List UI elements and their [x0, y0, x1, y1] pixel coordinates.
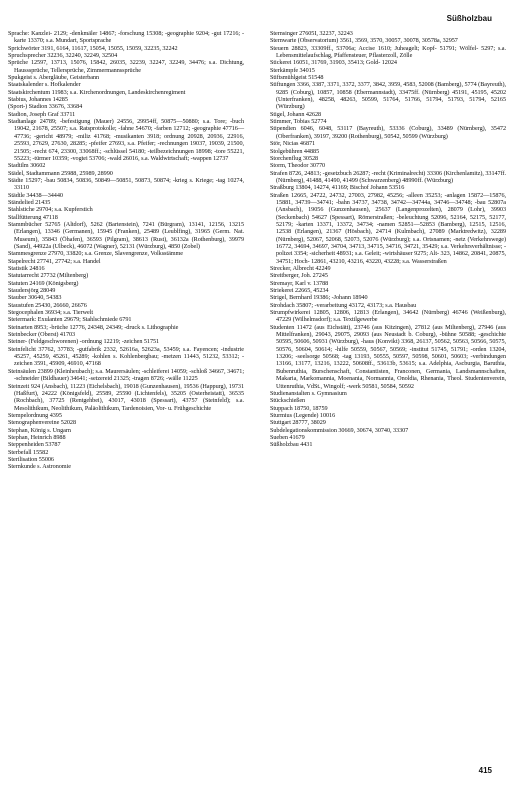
index-entry: Sterkämpfe 34015 — [270, 66, 315, 74]
index-entry: Stabius, Johannes 14285 — [8, 96, 68, 104]
index-entry: Städtle 34438—34440 — [8, 191, 63, 199]
index-entry: Stiftungen 3366, 3387, 3371, 3372, 3377, 3842, 3959, 4583, 52008 (Bamberg), 5774 (Bayreuth), 9285 (Coburg), 10857, 10858 (Ebermannstadt), 33475ff. (Nürnberg) 45191, 45195, 45202 (Unterfranken), 48258, 48263, 50599, 51764, 51766, 51794, 51793, 51794, 52165 (Würzburg) — [270, 81, 506, 111]
index-entry: Staatskirchentum 11983; s.a. Kirchenordnungen, Landeskirchenregiment — [8, 88, 186, 96]
index-entry: Stephan, König s. Ungarn — [8, 426, 71, 434]
index-entry: Studenten 11472 (aus Eichstätt), 23746 (aus Kitzingen), 27812 (aus Miltenberg), 27946 (aus Mittelfranken), 29043, 29075, 29093 (aus Neustadt b. Coburg), -bühne 50588; -geschichte 50595, 50606, 50931 (Würzburg), -haus (Konvikt) 3368, 26137, 50562, 50563, 50566, 50575, 50576, 50604, 50614; -hilfe 50559, 50567, 50569; -institut 51745, 51791; -orden 13204, 13206; -seelsorge 50568; -tag 13193, 50555, 50597, 50598, 50601, 50603; -verbindungen 13166, 13177, 13216, 13222, 50608ff., 53613b, 53615; s.a. Adelphia, Ascburgia, Baruthia, Bubenruthia, Burschenschaft, Constantisten, Franconen, Germania, Landsmannschaften, Makaria, Markomannia, Moenania, Normannia, Onoldia, Rhenania, Theol. Studentenverein, Uttenruthia, VdSt., Wingolf; -werk 50581, 50584, 50592 — [270, 323, 506, 390]
index-entry: Strohdach 35807; -verarbeitung 43172, 43173; s.a. Hausbau — [270, 301, 417, 309]
index-entry: Stückschießen — [270, 397, 306, 405]
index-column-right — [270, 30, 506, 449]
index-entry: Strumpfwirkerei 12805, 12806, 12813 (Erlangen), 34642 (Nürnberg) 46746 (Weißenburg), 47229 (Wilhelmsdorf); s.a. Textilgewerbe — [270, 309, 506, 324]
page-number: 415 — [478, 766, 492, 775]
index-entry: Steppenheiden 53787 — [8, 441, 61, 449]
index-entry: Stadion, Joseph Graf 33711 — [8, 110, 76, 118]
index-entry: Strigel, Bernhard 19386; -Johann 18940 — [270, 294, 368, 302]
index-entry: Spukgeist s. Abergläube, Geisterbann — [8, 74, 100, 82]
index-entry: Statuten 24169 (Königsberg) — [8, 279, 79, 287]
index-entry: Sprichwörter 3191, 6164, 11617, 15054, 15055, 15059, 32235, 32242 — [8, 44, 178, 52]
index-entry: (Sport-) Stadion 33676, 33684 — [8, 103, 83, 111]
index-entry: Stenographenvereine 52028 — [8, 419, 76, 427]
index-entry: Städel, Stadtammann 25988, 25989, 28990 — [8, 169, 113, 177]
index-entry: Strafen 8726, 24813; -gesetzbuch 26287; -recht (Kriminalrecht) 33306 (Kirchenlamitz), 33147ff. (Nürnberg), 41488, 41490, 41499 (Schwarzenberg) 48990ff. (Würzburg) — [270, 169, 506, 184]
index-entry: Steinzeit 924 (Ansbach), 11223 (Eichelsbach), 19018 (Gunzenhausen), 19536 (Happurg), 19731 (Haßfurt), 24222 (Königsfeld), 25589, 25590 (Lichtenfels), 35205 (Osterheistatt), 36535 (Rochbach), 37725 (Rentgehbei), 43017, 43018 (Spessart), 43757 (Steinfeld); s.a. Mesolithikum, Neolithikum, Paläolithikum, Tardenoisien, Vor- u. Frühgeschichte — [8, 382, 244, 412]
index-entry: Stipendien 6046, 6048, 53117 (Bayreuth), 53336 (Coburg), 33489 (Nürnberg), 35472 (Oberfranken), 39197, 39200 (Rothenburg), 50542, 50599 (Würzburg) — [270, 125, 506, 140]
index-entry: Stuttgart 28777, 38029 — [270, 419, 326, 427]
index-entry: Sprache: Kanzlei- 2129; -denkmäler 14867; -forschung 15308; -geographie 9204; -gut 17216; -karte 13370; s.a. Mundart, Sportsprache — [8, 30, 244, 45]
index-entry: Subdelegationskommission 30669, 30674, 30740, 33307 — [270, 426, 409, 434]
index-entry: Stegocephalen 36934; s.a. Tierwelt — [8, 309, 94, 317]
index-entry: Stempelordnung 4395 — [8, 411, 62, 419]
index-entry: Steinsäulen 23899 (Kleinheubach); s.a. Maurersäulen; -schleiferei 14059; -schloß 34667, 34671; -schneider (Bildhauer) 34641; -setzereid 21325; -tragen 8726; -wälle 11225 — [8, 367, 244, 383]
index-entry: Ständelied 21435 — [8, 198, 51, 206]
index-entry: Steinfelicht 37762, 37783; -gutfabrik 2332, 52616a, 52623a, 53459; s.a. Fayencen; -industrie 45257, 45259, 45261, 45289; -kohlen s. Kohlenbergbau; -metzen 11443, 51232, 53312; -zeichen 3591, 45909, 46910, 47168 — [8, 345, 244, 368]
index-entry: Sueben 41679 — [270, 433, 305, 441]
index-entry: Straßburg 13804, 14274, 41169; Bischof Johann 53516 — [270, 184, 405, 192]
index-entry: Staudersjörg 28049 — [8, 287, 56, 295]
index-entry: Stauber 30640, 54383 — [8, 294, 62, 302]
index-entry: Stimmer, Tobias 52774 — [270, 118, 327, 126]
index-entry: Steiner- (Feldgeschworenen) -ordnung 12219; -zeichen 51751 — [8, 338, 160, 346]
index-entry: Sternkunde s. Astronomie — [8, 463, 71, 471]
index-entry: Stolgebühren 44885 — [270, 147, 320, 155]
index-entry: Stadtilm 30602 — [8, 162, 46, 170]
index-entry: Stahlstiche 29704; s.a. Kupferstich — [8, 206, 93, 214]
index-entry: Sternsinger 27605I, 32237, 32243 — [270, 30, 353, 37]
index-entry: Spruchsprecher 32236, 32240, 32249, 32504 — [8, 52, 118, 60]
index-entry: Stallfütterung 47118 — [8, 213, 58, 221]
index-entry: Stigel, Johann 42628 — [270, 110, 322, 118]
index-entry: Sterilisation 55006 — [8, 455, 54, 463]
index-entry: Steinbecker (Oberst) 41703 — [8, 331, 76, 339]
index-entry: Sternwarte (Observatorium) 3561, 3569, 3570, 30057, 30078, 30578a, 32957 — [270, 37, 458, 45]
index-entry: Staustufen 25430, 26660, 26676 — [8, 301, 87, 309]
index-entry: Studienanstalten s. Gymnasium — [270, 389, 347, 397]
index-entry: Stammesgrenze 27970, 33820; s.a. Grenze, Slavengrenze, Volksstämme — [8, 250, 184, 258]
index-entry: Stammbücher 52765 (Altdorf), 5262 (Bartenstein), 7241 (Bürgram), 13141, 12156, 13215 (Erlangen), 13346 (Germanen), 15945 (Franken), 25489 (Leublfing), 31965 (Germ. Nat. Museum), 35843 (Öhafen), 36593 (Pilgram), 38613 (Rust), 36132a (Rothenburg), 39979 (Sand), 44922a (Ulbeck), 46072 (Wagner), 52131 (Würzburg), 4850 (Zobel) — [8, 220, 244, 250]
index-entry: Stör, Nicias 46871 — [270, 140, 316, 148]
index-entry: Striekerei 22665, 45234 — [270, 287, 329, 295]
index-entry: Süßholzbau 4431 — [270, 441, 313, 449]
index-entry: Sprüche 12597, 13713, 15076, 15842, 26035, 32239, 32247, 32249, 34476; s.a. Dichtung, Hausssprüche, Tellersprüche, Zimmermannssprüche — [8, 59, 244, 74]
index-entry: Stuppach 18750, 18759 — [270, 404, 328, 412]
index-entry: Statistik 24816 — [8, 265, 45, 272]
index-entry: Streitberger, Joh. 27245 — [270, 272, 328, 280]
index-entry: Stremayr, Karl v. 13788 — [270, 279, 329, 287]
index-entry: Stephan, Heinrich 8988 — [8, 433, 66, 441]
index-entry: Strecker, Albrecht 42249 — [270, 265, 331, 272]
running-header: Süßholzbau — [446, 14, 492, 23]
index-entry: Stiftsmühlgeist 51548 — [270, 74, 324, 82]
index-column-left — [8, 30, 244, 471]
index-entry: Stickerei 16051, 31769, 31903, 35413; Gold- 12024 — [270, 59, 397, 67]
index-entry: Stapelrecht 27741, 27742; s.a. Handel — [8, 257, 101, 265]
index-entry: Steinarten 8953; -brüche 12776, 24348, 24349; -druck s. Lithographie — [8, 323, 179, 331]
index-entry: Statutarrecht 27732 (Miltenberg) — [8, 272, 89, 280]
index-entry: Storm, Theodor 30770 — [270, 162, 326, 170]
index-entry: Sterbefall 15582 — [8, 448, 49, 456]
index-entry: Sturmius (Legende) 10016 — [270, 411, 336, 419]
index-entry: Staatskalender s. Hofkalender — [8, 81, 81, 89]
index-entry: Steiermark: Exulanten 29679; Stahlschmiede 6791 — [8, 316, 132, 324]
index-entry: Steuern 28823, 33309ff., 53706a; Accise 1610; Juheagelt; Kopf- 51791; Wölfel- 5297; s.a. Lebensmittelaufschlag, Pfaffensteuer, Pflasterzoll, Zölle — [270, 44, 506, 60]
index-entry: Stadtanlage 24789; -befestigung (Mauer) 24556, 29954ff, 50875—50880; s.a. Tore; -buch 19042, 21678, 25507; s.a. Ratsprotokolle; -fahne 54670; -farben 12712; -geographie 47716—47736; -gericht 48979; -miliz 41768; -musikanten 3918; ordnung 20928, 20936, 22916, 25593, 27629, 27630, 28285; -pfeifer 27693, s.a. Pfeifer; -rechnungen 19037, 19039, 21500, 21505; -recht 674, 23300, 33068ff.; -schlüssel 54180; -teilbezeichnungen 18998; -tore 55221, 55223; -türmer 10359; -vogtei 53706; -wald 26016, s.a. Waldwirtschaft; -wappen 12737 — [8, 118, 244, 162]
index-entry: Storchenflug 30528 — [270, 154, 319, 162]
index-entry: Straßen 12665, 24722, 24732, 27003, 27982, 45256; -alleen 35253; -anlagen 15872—15876, 15881, 34739—34741; -bahn 34737, 34738, 34742—34744a, 34746—34748; -bau 52807a (Ansbach), 19056 (Gunzenhausen), 25637 (Langenprozelten), 28079 (Lohr), 39903 (Seckenbach) 54627 (Spessart), Römerstraßen; -beleuchtung 52096, 52164, 52175, 52177, 52179; -karten 13371, 13372, 34734; -namen 52851—52853 (Bamberg), 12515, 12516, 12538 (Erlangen), 21367 (Hösbach), 24714 (Kulmbach), 27089 (Marktredwitz), 32289 (Nürnberg), 52067, 52068, 52073, 52076 (Würzburg); s.a. Ortsnamen; -netz (Verkehrswege) 16772, 34694, 34697, 34704, 34713, 34715, 34716, 34721, 35429; s.a. Verkehrsverhältnisse; -polizei 3354; -sicherheit 48931; s.a. Geleit; -wirtshäuser 9275; Alt- 323, 14862, 20841, 20875, 34751; Hoch- 12861, 43210, 43216, 43220, 43228; s.a. Wasserstraßen — [270, 191, 506, 265]
index-entry: Städte 15297; -bau 50834, 50836, 50849—50851, 50873, 50874; -krieg s. Kriege; -tag 10274, 33110 — [8, 176, 244, 192]
